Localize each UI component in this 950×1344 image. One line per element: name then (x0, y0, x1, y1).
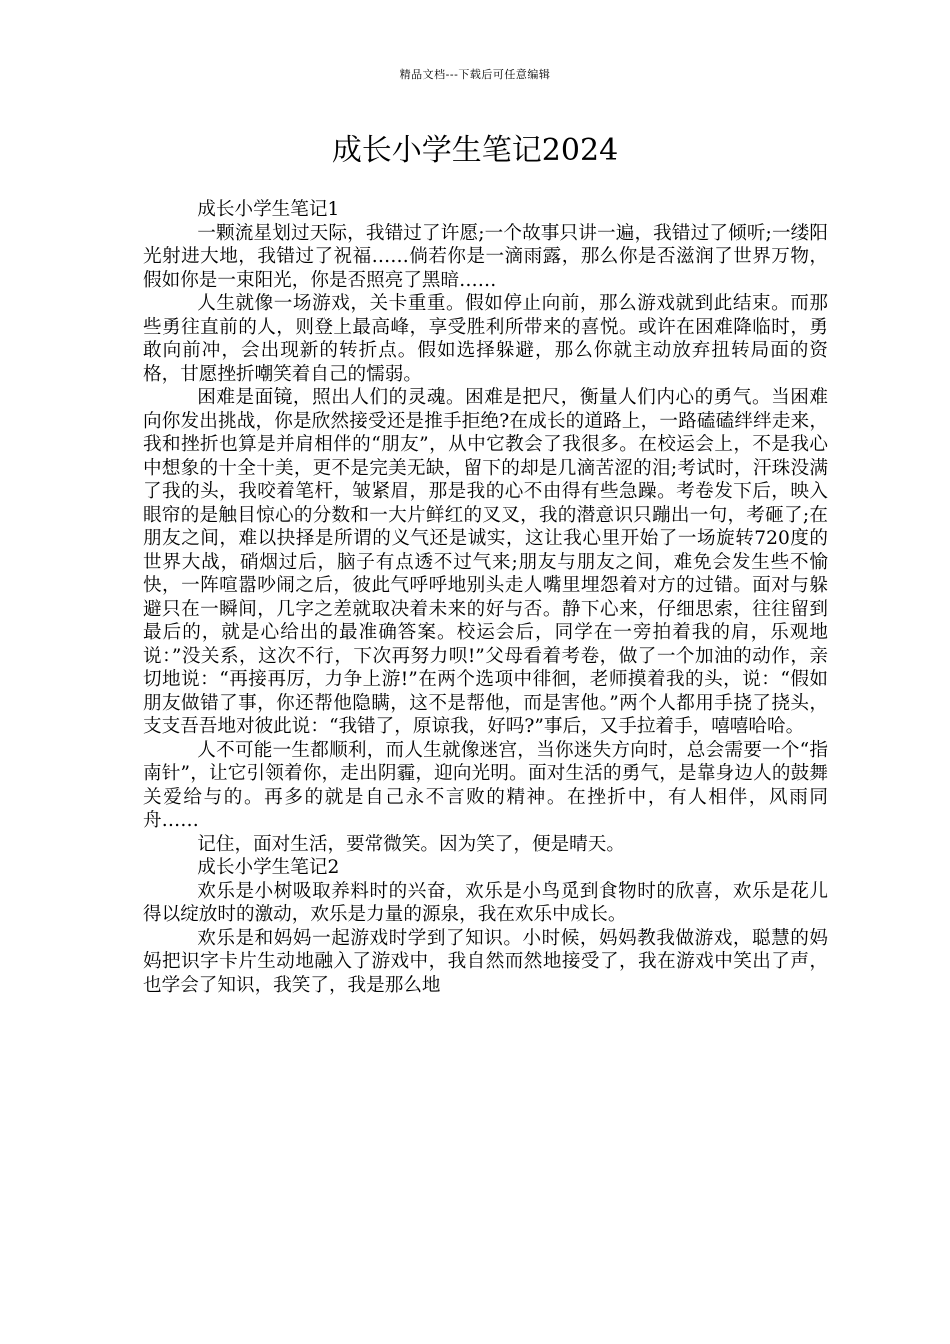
document-title: 成长小学生笔记2024 (331, 133, 619, 168)
paragraph: 人生就像一场游戏，关卡重重。假如停止向前，那么游戏就到此结束。而那些勇往直前的人，则登上最高峰，享受胜利所带来的喜悦。或许在困难降临时，勇敢向前冲，会出现新的转折点。假如选择躲避，那么你就主动放弃扭转局面的资格，甘愿挫折嘲笑着自己的懦弱。 (143, 293, 828, 385)
paragraph: 欢乐是和妈妈一起游戏时学到了知识。小时候，妈妈教我做游戏，聪慧的妈妈把识字卡片生动地融入了游戏中，我自然而然地接受了，我在游戏中笑出了声，也学会了知识，我笑了，我是那么地 (143, 927, 828, 996)
paragraph: 欢乐是小树吸取养料时的兴奋，欢乐是小鸟觅到食物时的欣喜，欢乐是花儿得以绽放时的激动，欢乐是力量的源泉，我在欢乐中成长。 (143, 880, 828, 925)
paragraph: 一颗流星划过天际，我错过了许愿;一个故事只讲一遍，我错过了倾听;一缕阳光射进大地，我错过了祝福……倘若你是一滴雨露，那么你是否滋润了世界万物，假如你是一束阳光，你是否照亮了黑暗…… (143, 222, 828, 291)
page-header-note: 精品文档---下载后可任意编辑 (399, 68, 551, 81)
document-body (143, 198, 828, 997)
section-heading-1: 成长小学生笔记1 (197, 199, 340, 220)
paragraph: 人不可能一生都顺利，而人生就像迷宫，当你迷失方向时，总会需要一个“指南针”，让它引领着你，走出阴霾，迎向光明。面对生活的勇气，是靠身边人的鼓舞关爱给与的。再多的就是自己永不言败的精神。在挫折中，有人相伴，风雨同舟…… (143, 739, 828, 831)
paragraph: 困难是面镜，照出人们的灵魂。困难是把尺，衡量人们内心的勇气。当困难向你发出挑战，你是欣然接受还是推手拒绝?在成长的道路上，一路磕磕绊绊走来，我和挫折也算是并肩相伴的“朋友”，从中它教会了我很多。在校运会上，不是我心中想象的十全十美，更不是完美无缺，留下的却是几滴苦涩的泪;考试时，汗珠没满了我的头，我咬着笔杆，皱紧眉，那是我的心不由得有些急躁。考卷发下后，映入眼帘的是触目惊心的分数和一大片鲜红的叉叉，我的潜意识只蹦出一句，考砸了;在朋友之间，难以抉择是所谓的义气还是诚实，这让我心里开始了一场旋转720度的世界大战，硝烟过后，脑子有点透不过气来;朋友与朋友之间，难免会发生些不愉快，一阵喧嚣吵闹之后，彼此气呼呼地别头走人嘴里埋怨着对方的过错。面对与躲避只在一瞬间，几字之差就取决着未来的好与否。静下心来，仔细思索，往往留到最后的，就是心给出的最准确答案。校运会后，同学在一旁拍着我的肩，乐观地说：”没关系，这次不行，下次再努力呗!”父母看着考卷，做了一个加油的动作，亲切地说：“再接再厉，力争上游!”在两个选项中徘徊，老师摸着我的头，说：“假如朋友做错了事，你还帮他隐瞒，这不是帮他，而是害他。”两个人都用手挠了挠头，支支吾吾地对彼此说：“我错了，原谅我，好吗?”事后，又手拉着手，嘻嘻哈哈。 (143, 387, 828, 737)
section-heading-2: 成长小学生笔记2 (197, 857, 340, 878)
paragraph: 记住，面对生活，要常微笑。因为笑了，便是晴天。 (197, 833, 625, 855)
